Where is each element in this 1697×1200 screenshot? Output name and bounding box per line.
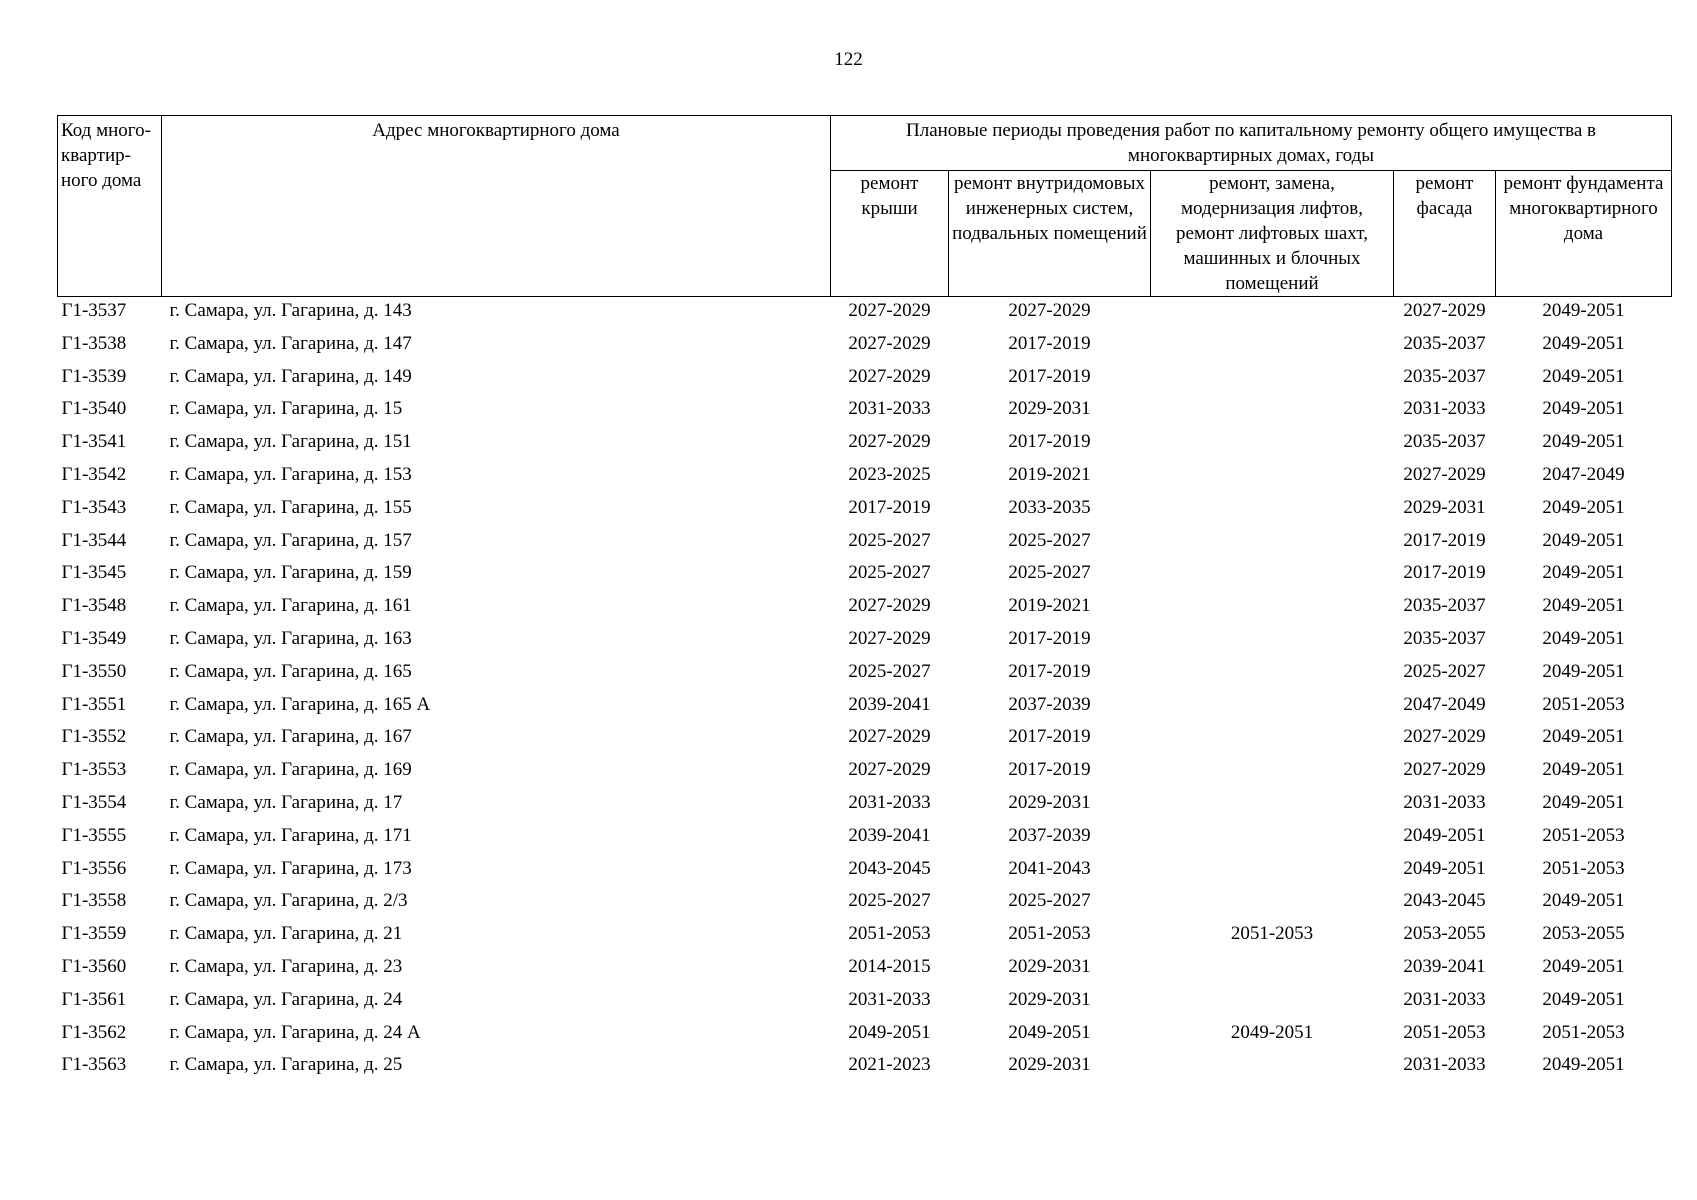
cell-engineering-repair: 2017-2019 <box>1008 332 1091 354</box>
cell-roof-repair: 2039-2041 <box>848 824 931 846</box>
cell-roof-repair: 2025-2027 <box>848 660 931 682</box>
cell-foundation-repair: 2049-2051 <box>1542 988 1625 1010</box>
header-facade-repair: ремонт фасада <box>1394 171 1496 297</box>
cell-code: Г1-3561 <box>61 988 127 1010</box>
page-number: 122 <box>834 49 863 70</box>
cell-elevator-repair <box>1151 528 1394 561</box>
cell-engineering-repair: 2019-2021 <box>1008 595 1091 617</box>
cell-roof-repair: 2031-2033 <box>848 398 931 420</box>
cell-code: Г1-3560 <box>61 955 127 977</box>
cell-elevator-repair <box>1151 560 1394 593</box>
cell-code: Г1-3563 <box>61 1054 127 1076</box>
cell-code: Г1-3550 <box>61 660 127 682</box>
cell-facade-repair: 2039-2041 <box>1403 955 1486 977</box>
cell-facade-repair: 2027-2029 <box>1403 463 1486 485</box>
cell-roof-repair: 2027-2029 <box>848 332 931 354</box>
cell-code: Г1-3553 <box>61 759 127 781</box>
cell-elevator-repair <box>1151 462 1394 495</box>
cell-address: г. Самара, ул. Гагарина, д. 21 <box>169 923 403 945</box>
cell-elevator-repair <box>1151 790 1394 823</box>
cell-code: Г1-3543 <box>61 496 127 518</box>
cell-roof-repair: 2027-2029 <box>848 431 931 453</box>
cell-foundation-repair: 2049-2051 <box>1542 726 1625 748</box>
cell-foundation-repair: 2049-2051 <box>1542 890 1625 912</box>
cell-engineering-repair: 2025-2027 <box>1008 562 1091 584</box>
cell-engineering-repair: 2019-2021 <box>1008 463 1091 485</box>
table-row <box>58 692 1672 725</box>
cell-elevator-repair <box>1151 856 1394 889</box>
cell-address: г. Самара, ул. Гагарина, д. 155 <box>169 496 412 518</box>
cell-address: г. Самара, ул. Гагарина, д. 24 А <box>169 1021 421 1043</box>
cell-address: г. Самара, ул. Гагарина, д. 171 <box>169 824 412 846</box>
cell-code: Г1-3555 <box>61 824 127 846</box>
cell-roof-repair: 2025-2027 <box>848 529 931 551</box>
cell-foundation-repair: 2049-2051 <box>1542 660 1625 682</box>
table-row <box>58 396 1672 429</box>
cell-address: г. Самара, ул. Гагарина, д. 169 <box>169 759 412 781</box>
cell-elevator-repair <box>1151 364 1394 397</box>
cell-roof-repair: 2017-2019 <box>848 496 931 518</box>
cell-foundation-repair: 2051-2053 <box>1542 1021 1625 1043</box>
header-row-main <box>58 116 1672 171</box>
cell-elevator-repair <box>1151 692 1394 725</box>
cell-foundation-repair: 2049-2051 <box>1542 398 1625 420</box>
cell-code: Г1-3552 <box>61 726 127 748</box>
cell-elevator-repair <box>1151 396 1394 429</box>
cell-roof-repair: 2027-2029 <box>848 759 931 781</box>
cell-address: г. Самара, ул. Гагарина, д. 161 <box>169 595 412 617</box>
cell-facade-repair: 2027-2029 <box>1403 759 1486 781</box>
cell-code: Г1-3562 <box>61 1021 127 1043</box>
table-row <box>58 757 1672 790</box>
cell-engineering-repair: 2029-2031 <box>1008 955 1091 977</box>
cell-roof-repair: 2043-2045 <box>848 857 931 879</box>
table-row <box>58 921 1672 954</box>
cell-foundation-repair: 2049-2051 <box>1542 595 1625 617</box>
cell-facade-repair: 2029-2031 <box>1403 496 1486 518</box>
cell-facade-repair: 2031-2033 <box>1403 988 1486 1010</box>
cell-facade-repair: 2049-2051 <box>1403 857 1486 879</box>
table-row <box>58 790 1672 823</box>
cell-engineering-repair: 2017-2019 <box>1008 726 1091 748</box>
cell-engineering-repair: 2049-2051 <box>1008 1021 1091 1043</box>
cell-address: г. Самара, ул. Гагарина, д. 163 <box>169 627 412 649</box>
cell-roof-repair: 2051-2053 <box>848 923 931 945</box>
cell-elevator-repair <box>1151 659 1394 692</box>
cell-elevator-repair <box>1151 593 1394 626</box>
table-row <box>58 560 1672 593</box>
cell-roof-repair: 2027-2029 <box>848 595 931 617</box>
cell-roof-repair: 2031-2033 <box>848 791 931 813</box>
cell-code: Г1-3539 <box>61 365 127 387</box>
cell-foundation-repair: 2049-2051 <box>1542 759 1625 781</box>
table-row <box>58 954 1672 987</box>
cell-foundation-repair: 2049-2051 <box>1542 791 1625 813</box>
cell-address: г. Самара, ул. Гагарина, д. 151 <box>169 431 412 453</box>
table-row <box>58 1020 1672 1053</box>
cell-facade-repair: 2017-2019 <box>1403 529 1486 551</box>
cell-foundation-repair: 2049-2051 <box>1542 431 1625 453</box>
table-row <box>58 364 1672 397</box>
header-address: Адрес многоквартирного дома <box>162 116 831 297</box>
cell-engineering-repair: 2025-2027 <box>1008 529 1091 551</box>
table-row <box>58 659 1672 692</box>
cell-address: г. Самара, ул. Гагарина, д. 25 <box>169 1054 403 1076</box>
header-foundation-repair: ремонт фундамента многоквартирного дома <box>1496 171 1672 297</box>
cell-code: Г1-3545 <box>61 562 127 584</box>
table-row <box>58 823 1672 856</box>
cell-facade-repair: 2035-2037 <box>1403 627 1486 649</box>
cell-foundation-repair: 2049-2051 <box>1542 332 1625 354</box>
cell-facade-repair: 2027-2029 <box>1403 726 1486 748</box>
capital-repair-schedule-table <box>57 115 1672 1085</box>
cell-foundation-repair: 2051-2053 <box>1542 824 1625 846</box>
cell-facade-repair: 2047-2049 <box>1403 693 1486 715</box>
cell-code: Г1-3540 <box>61 398 127 420</box>
cell-elevator-repair <box>1151 331 1394 364</box>
cell-foundation-repair: 2049-2051 <box>1542 1054 1625 1076</box>
cell-facade-repair: 2053-2055 <box>1403 923 1486 945</box>
cell-facade-repair: 2027-2029 <box>1403 300 1486 321</box>
table-row <box>58 331 1672 364</box>
table-row <box>58 593 1672 626</box>
cell-address: г. Самара, ул. Гагарина, д. 173 <box>169 857 412 879</box>
cell-code: Г1-3542 <box>61 463 127 485</box>
cell-facade-repair: 2031-2033 <box>1403 791 1486 813</box>
cell-code: Г1-3548 <box>61 595 127 617</box>
table-body <box>58 297 1672 1086</box>
table-row <box>58 856 1672 889</box>
cell-foundation-repair: 2053-2055 <box>1542 923 1625 945</box>
cell-code: Г1-3541 <box>61 431 127 453</box>
cell-engineering-repair: 2029-2031 <box>1008 791 1091 813</box>
cell-roof-repair: 2031-2033 <box>848 988 931 1010</box>
cell-code: Г1-3551 <box>61 693 127 715</box>
cell-foundation-repair: 2049-2051 <box>1542 955 1625 977</box>
cell-engineering-repair: 2029-2031 <box>1008 1054 1091 1076</box>
cell-roof-repair: 2014-2015 <box>848 955 931 977</box>
cell-roof-repair: 2027-2029 <box>848 300 931 321</box>
cell-address: г. Самара, ул. Гагарина, д. 165 А <box>169 693 431 715</box>
cell-facade-repair: 2051-2053 <box>1403 1021 1486 1043</box>
cell-engineering-repair: 2017-2019 <box>1008 759 1091 781</box>
cell-facade-repair: 2049-2051 <box>1403 824 1486 846</box>
cell-elevator-repair <box>1151 626 1394 659</box>
cell-engineering-repair: 2017-2019 <box>1008 365 1091 387</box>
cell-engineering-repair: 2017-2019 <box>1008 627 1091 649</box>
cell-address: г. Самара, ул. Гагарина, д. 17 <box>169 791 403 813</box>
cell-foundation-repair: 2049-2051 <box>1542 300 1625 321</box>
header-elevator-repair: ремонт, замена, модернизация лифтов, ремонт лифтовых шахт, машинных и блочных помещений <box>1151 171 1394 297</box>
table-row <box>58 429 1672 462</box>
cell-facade-repair: 2031-2033 <box>1403 398 1486 420</box>
cell-code: Г1-3559 <box>61 923 127 945</box>
cell-facade-repair: 2035-2037 <box>1403 365 1486 387</box>
header-engineering-repair: ремонт внутридомовых инженерных систем, подвальных помещений <box>949 171 1151 297</box>
cell-engineering-repair: 2037-2039 <box>1008 824 1091 846</box>
cell-roof-repair: 2039-2041 <box>848 693 931 715</box>
table-row <box>58 987 1672 1020</box>
cell-elevator-repair <box>1151 495 1394 528</box>
cell-facade-repair: 2025-2027 <box>1403 660 1486 682</box>
cell-engineering-repair: 2051-2053 <box>1008 923 1091 945</box>
header-planned-periods: Плановые периоды проведения работ по капитальному ремонту общего имущества в многоквартирных домах, годы <box>831 116 1672 171</box>
cell-foundation-repair: 2051-2053 <box>1542 857 1625 879</box>
cell-engineering-repair: 2041-2043 <box>1008 857 1091 879</box>
cell-code: Г1-3538 <box>61 332 127 354</box>
cell-foundation-repair: 2049-2051 <box>1542 562 1625 584</box>
cell-elevator-repair <box>1151 954 1394 987</box>
cell-engineering-repair: 2033-2035 <box>1008 496 1091 518</box>
cell-engineering-repair: 2017-2019 <box>1008 660 1091 682</box>
cell-engineering-repair: 2037-2039 <box>1008 693 1091 715</box>
cell-engineering-repair: 2025-2027 <box>1008 890 1091 912</box>
cell-elevator-repair <box>1151 987 1394 1020</box>
cell-address: г. Самара, ул. Гагарина, д. 165 <box>169 660 412 682</box>
cell-foundation-repair: 2049-2051 <box>1542 496 1625 518</box>
cell-address: г. Самара, ул. Гагарина, д. 147 <box>169 332 412 354</box>
table-row <box>58 888 1672 921</box>
cell-code: Г1-3554 <box>61 791 127 813</box>
cell-address: г. Самара, ул. Гагарина, д. 149 <box>169 365 412 387</box>
cell-roof-repair: 2027-2029 <box>848 365 931 387</box>
cell-engineering-repair: 2017-2019 <box>1008 431 1091 453</box>
cell-foundation-repair: 2049-2051 <box>1542 365 1625 387</box>
cell-elevator-repair <box>1151 1052 1394 1085</box>
cell-elevator-repair <box>1151 297 1394 331</box>
cell-address: г. Самара, ул. Гагарина, д. 167 <box>169 726 412 748</box>
cell-foundation-repair: 2051-2053 <box>1542 693 1625 715</box>
table-row <box>58 1052 1672 1085</box>
cell-roof-repair: 2025-2027 <box>848 890 931 912</box>
cell-address: г. Самара, ул. Гагарина, д. 157 <box>169 529 412 551</box>
cell-roof-repair: 2027-2029 <box>848 726 931 748</box>
table-row <box>58 626 1672 659</box>
cell-code: Г1-3556 <box>61 857 127 879</box>
cell-address: г. Самара, ул. Гагарина, д. 23 <box>169 955 403 977</box>
cell-roof-repair: 2025-2027 <box>848 562 931 584</box>
cell-code: Г1-3558 <box>61 890 127 912</box>
cell-facade-repair: 2035-2037 <box>1403 332 1486 354</box>
cell-roof-repair: 2021-2023 <box>848 1054 931 1076</box>
cell-roof-repair: 2023-2025 <box>848 463 931 485</box>
cell-address: г. Самара, ул. Гагарина, д. 2/3 <box>169 890 408 912</box>
table-header <box>58 116 1672 297</box>
cell-roof-repair: 2027-2029 <box>848 627 931 649</box>
cell-facade-repair: 2017-2019 <box>1403 562 1486 584</box>
header-roof-repair: ремонт крыши <box>831 171 949 297</box>
cell-elevator-repair: 2051-2053 <box>1230 923 1314 945</box>
cell-foundation-repair: 2049-2051 <box>1542 627 1625 649</box>
cell-engineering-repair: 2027-2029 <box>1008 300 1091 321</box>
cell-address: г. Самара, ул. Гагарина, д. 143 <box>169 300 412 321</box>
cell-facade-repair: 2031-2033 <box>1403 1054 1486 1076</box>
cell-engineering-repair: 2029-2031 <box>1008 988 1091 1010</box>
cell-elevator-repair <box>1151 429 1394 462</box>
cell-code: Г1-3537 <box>61 300 127 321</box>
cell-address: г. Самара, ул. Гагарина, д. 159 <box>169 562 412 584</box>
cell-elevator-repair <box>1151 757 1394 790</box>
cell-elevator-repair <box>1151 724 1394 757</box>
table-row <box>58 724 1672 757</box>
cell-facade-repair: 2043-2045 <box>1403 890 1486 912</box>
cell-elevator-repair: 2049-2051 <box>1230 1021 1314 1043</box>
cell-engineering-repair: 2029-2031 <box>1008 398 1091 420</box>
cell-facade-repair: 2035-2037 <box>1403 431 1486 453</box>
table-row <box>58 528 1672 561</box>
cell-facade-repair: 2035-2037 <box>1403 595 1486 617</box>
cell-code: Г1-3549 <box>61 627 127 649</box>
cell-foundation-repair: 2049-2051 <box>1542 529 1625 551</box>
cell-address: г. Самара, ул. Гагарина, д. 15 <box>169 398 403 420</box>
cell-address: г. Самара, ул. Гагарина, д. 24 <box>169 988 403 1010</box>
cell-elevator-repair <box>1151 823 1394 856</box>
cell-code: Г1-3544 <box>61 529 127 551</box>
table-row <box>58 297 1672 331</box>
cell-roof-repair: 2049-2051 <box>848 1021 931 1043</box>
table-row <box>58 462 1672 495</box>
header-code: Код много-квартир-ного дома <box>58 116 162 297</box>
cell-elevator-repair <box>1151 888 1394 921</box>
cell-foundation-repair: 2047-2049 <box>1542 463 1625 485</box>
table-row <box>58 495 1672 528</box>
cell-address: г. Самара, ул. Гагарина, д. 153 <box>169 463 412 485</box>
